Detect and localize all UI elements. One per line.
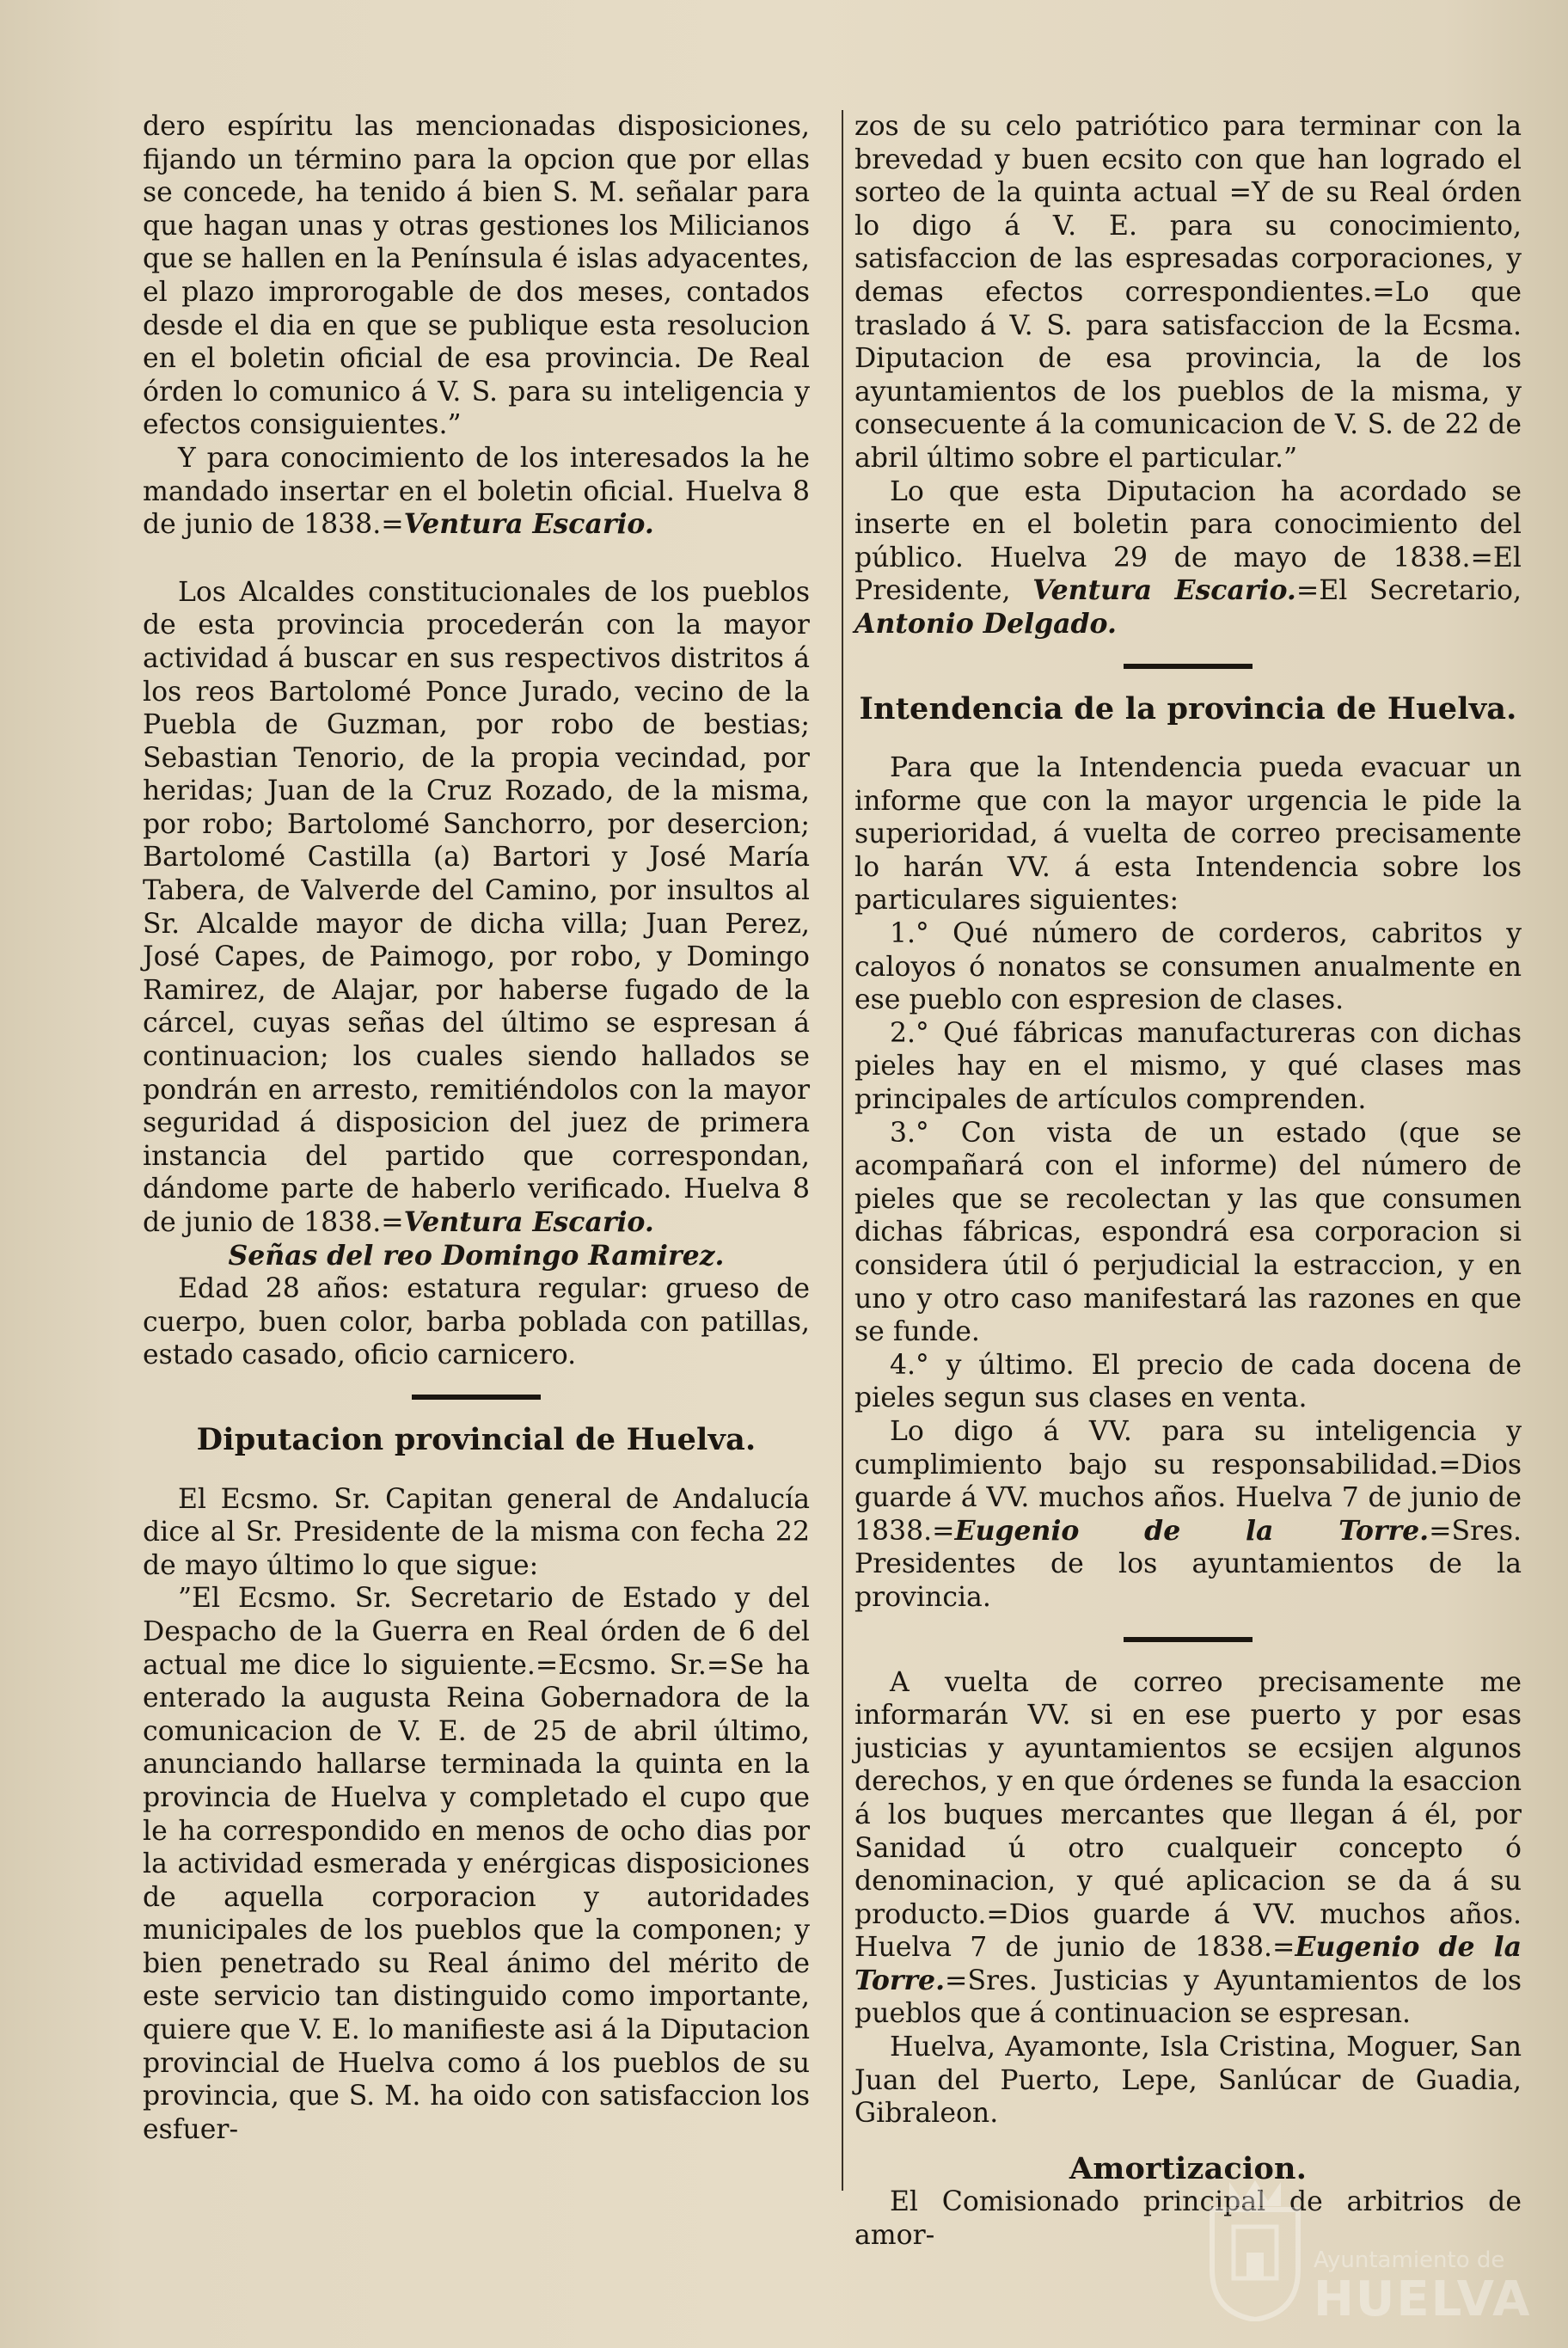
section-heading-diputacion: Diputacion provincial de Huelva. (196, 1421, 756, 1457)
paragraph-intendencia-intro: Para que la Intendencia pueda evacuar un informe que con la mayor urgencia le pide la superioridad, á vuelta de correo precisamente lo harán VV. á esta Intendencia sobre los particulares siguientes: (854, 752, 1522, 917)
paragraph-text: =El Secretario, (1295, 575, 1522, 607)
paragraph-diputacion-notice (854, 475, 1522, 641)
separator-rule (1124, 664, 1253, 669)
list-item: 2.° Qué fábricas manufactureras con dichas pieles hay en el mismo, y qué clases mas principales de artículos comprenden. (854, 1017, 1522, 1116)
signature: Antonio Delgado. (854, 607, 1117, 640)
paragraph-text: =Sres. Justicias y Ayuntamientos de los pueblos que á continuacion se espresan. (854, 1965, 1522, 2030)
paragraph-continuation: dero espíritu las mencionadas disposiciones, fijando un término para la opcion que por ellas se concede, ha tenido á bien S. M. señalar para que hagan unas y otras gestiones los Milicianos que se hallen en la Península é islas adyacentes, el plazo improrogable de dos meses, contados desde el dia en que se publique esta resolucion en el boletin oficial de esa provincia. De Real órden lo comunico á V. S. para su inteligencia y efectos consiguientes.” (143, 111, 810, 441)
paragraph-town-list: Huelva, Ayamonte, Isla Cristina, Moguer, San Juan del Puerto, Lepe, Sanlúcar de Guadia, Gibraleon. (854, 2032, 1522, 2130)
column-divider (842, 110, 843, 2191)
watermark (1204, 2175, 1532, 2330)
spacer (143, 542, 810, 576)
paragraph-alcaldes-notice (143, 576, 810, 1240)
paragraph-description: Edad 28 años: estatura regular: grueso de cuerpo, buen color, barba poblada con patillas, estado casado, oficio carnicero. (143, 1273, 810, 1371)
separator-rule (1124, 1637, 1253, 1642)
coat-of-arms-icon (1204, 2175, 1307, 2321)
separator-rule (412, 1395, 541, 1400)
signature: Eugenio de la Torre. (854, 1931, 1522, 1996)
paragraph-insertion-notice (143, 442, 810, 542)
list-item: 3.° Con vista de un estado (que se acompañará con el informe) del número de pieles que se recolectan y las que consumen dichas fábricas, espondrá esa corporacion si considera útil ó perjudicial la estraccion, y en uno y otro caso manifestará las razones en que se funde. (854, 1117, 1522, 1348)
paragraph-buques-notice (854, 1666, 1522, 2032)
paragraph-capitan-general: El Ecsmo. Sr. Capitan general de Andalucía dice al Sr. Presidente de la misma con fecha 22 de mayo último lo que sigue: (143, 1483, 810, 1581)
watermark-big-text: HUELVA (1314, 2271, 1532, 2327)
paragraph-text: Y para conocimiento de los interesados la he mandado insertar en el boletin oficial. Huelva 8 de junio de 1838.= (143, 442, 810, 541)
paragraph-text: =Sres. Presidentes de los ayuntamientos de la provincia. (854, 1515, 1522, 1613)
left-column (143, 110, 810, 2146)
subheading-senas: Señas del reo Domingo Ramirez. (228, 1239, 725, 1272)
paragraph-real-orden: ”El Ecsmo. Sr. Secretario de Estado y del Despacho de la Guerra en Real órden de 6 del actual me dice lo siguiente.=Ecsmo. Sr.=Se ha enterado la augusta Reina Gobernadora de la comunicacion de V. E. de 25 de abril último, anunciando hallarse terminada la quinta en la provincia de Huelva y completado el cupo que le ha correspondido en menos de ocho dias por la actividad esmerada y enérgicas disposiciones de aquella corporacion y autoridades municipales de los pueblos que la componen; y bien penetrado su Real ánimo del mérito de este servicio tan distinguido como importante, quiere que V. E. lo manifieste asi á la Diputacion provincial de Huelva como á los pueblos de su provincia, que S. M. ha oido con satisfaccion los esfuer- (143, 1583, 810, 2145)
paragraph-closing (854, 1415, 1522, 1615)
section-heading-intendencia: Intendencia de la provincia de Huelva. (859, 690, 1517, 726)
list-item: 1.° Qué número de corderos, cabritos y caloyos ó nonatos se consumen anualmente en ese pueblo con espresion de clases. (854, 918, 1522, 1016)
list-item: 4.° y último. El precio de cada docena de pieles segun sus clases en venta. (854, 1349, 1522, 1414)
paragraph-text: Lo que esta Diputacion ha acordado se inserte en el boletin para conocimiento del público. Huelva 29 de mayo de 1838.=El Presidente, (854, 475, 1522, 607)
right-column (854, 110, 1522, 2253)
signature: Ventura Escario. (1032, 574, 1296, 607)
paragraph-text: A vuelta de correo precisamente me informarán VV. si en ese puerto y por esas justicias y ayuntamientos se ecsijen algunos derechos, y en que órdenes se funda la esaccion á los buques mercantes que llegan á él, por Sanidad ú otro cualqueir concepto ó denominacion, y qué aplicacion se da á su producto.=Dios guarde á VV. muchos años. Huelva 7 de junio de 1838.= (854, 1666, 1522, 1964)
paragraph-text: Los Alcaldes constitucionales de los pueblos de esta provincia procederán con la mayor actividad á buscar en sus respectivos distritos á los reos Bartolomé Ponce Jurado, vecino de la Puebla de Guzman, por robo de bestias; Sebastian Tenorio, de la propia vecindad, por heridas; Juan de la Cruz Rozado, de la misma, por robo; Bartolomé Sanchorro, por desercion; Bartolomé Castilla (a) Bartori y José María Tabera, de Valverde del Camino, por insultos al Sr. Alcalde mayor de dicha villa; Juan Perez, José Capes, de Paimogo, por robo, y Domingo Ramirez, de Alajar, por haberse fugado de la cárcel, cuyas señas del último se espresan á continuacion; los cuales siendo hallados se pondrán en arresto, remitiéndolos con la mayor seguridad á disposicion del juez de primera instancia del partido que correspondan, dándome parte de haberlo verificado. Huelva 8 de junio de 1838.= (143, 576, 810, 1238)
section-heading-amortizacion: Amortizacion. (1069, 2150, 1308, 2186)
watermark-small-text: Ayuntamiento de (1314, 2247, 1505, 2273)
paragraph-text: Lo digo á VV. para su inteligencia y cumplimiento bajo su responsabilidad.=Dios guarde á VV. muchos años. Huelva 7 de junio de 1838.= (854, 1415, 1522, 1547)
paragraph-amortizacion: El Comisionado principal de arbitrios de amor- (854, 2186, 1522, 2252)
paragraph-continuation: zos de su celo patriótico para terminar con la brevedad y buen ecsito con que han logrado el sorteo de la quinta actual =Y de su Real órden lo digo á V. E. para su conocimiento, satisfaccion de las espresadas corporaciones, y demas efectos correspondientes.=Lo que traslado á V. S. para satisfaccion de la Ecsma. Diputacion de esa provincia, la de los ayuntamientos de los pueblos de la misma, y consecuente á la comunicacion de V. S. de 22 de abril último sobre el particular.” (854, 111, 1522, 474)
signature: Eugenio de la Torre. (954, 1514, 1430, 1547)
signature: Ventura Escario. (403, 508, 654, 541)
signature: Ventura Escario. (403, 1206, 654, 1238)
